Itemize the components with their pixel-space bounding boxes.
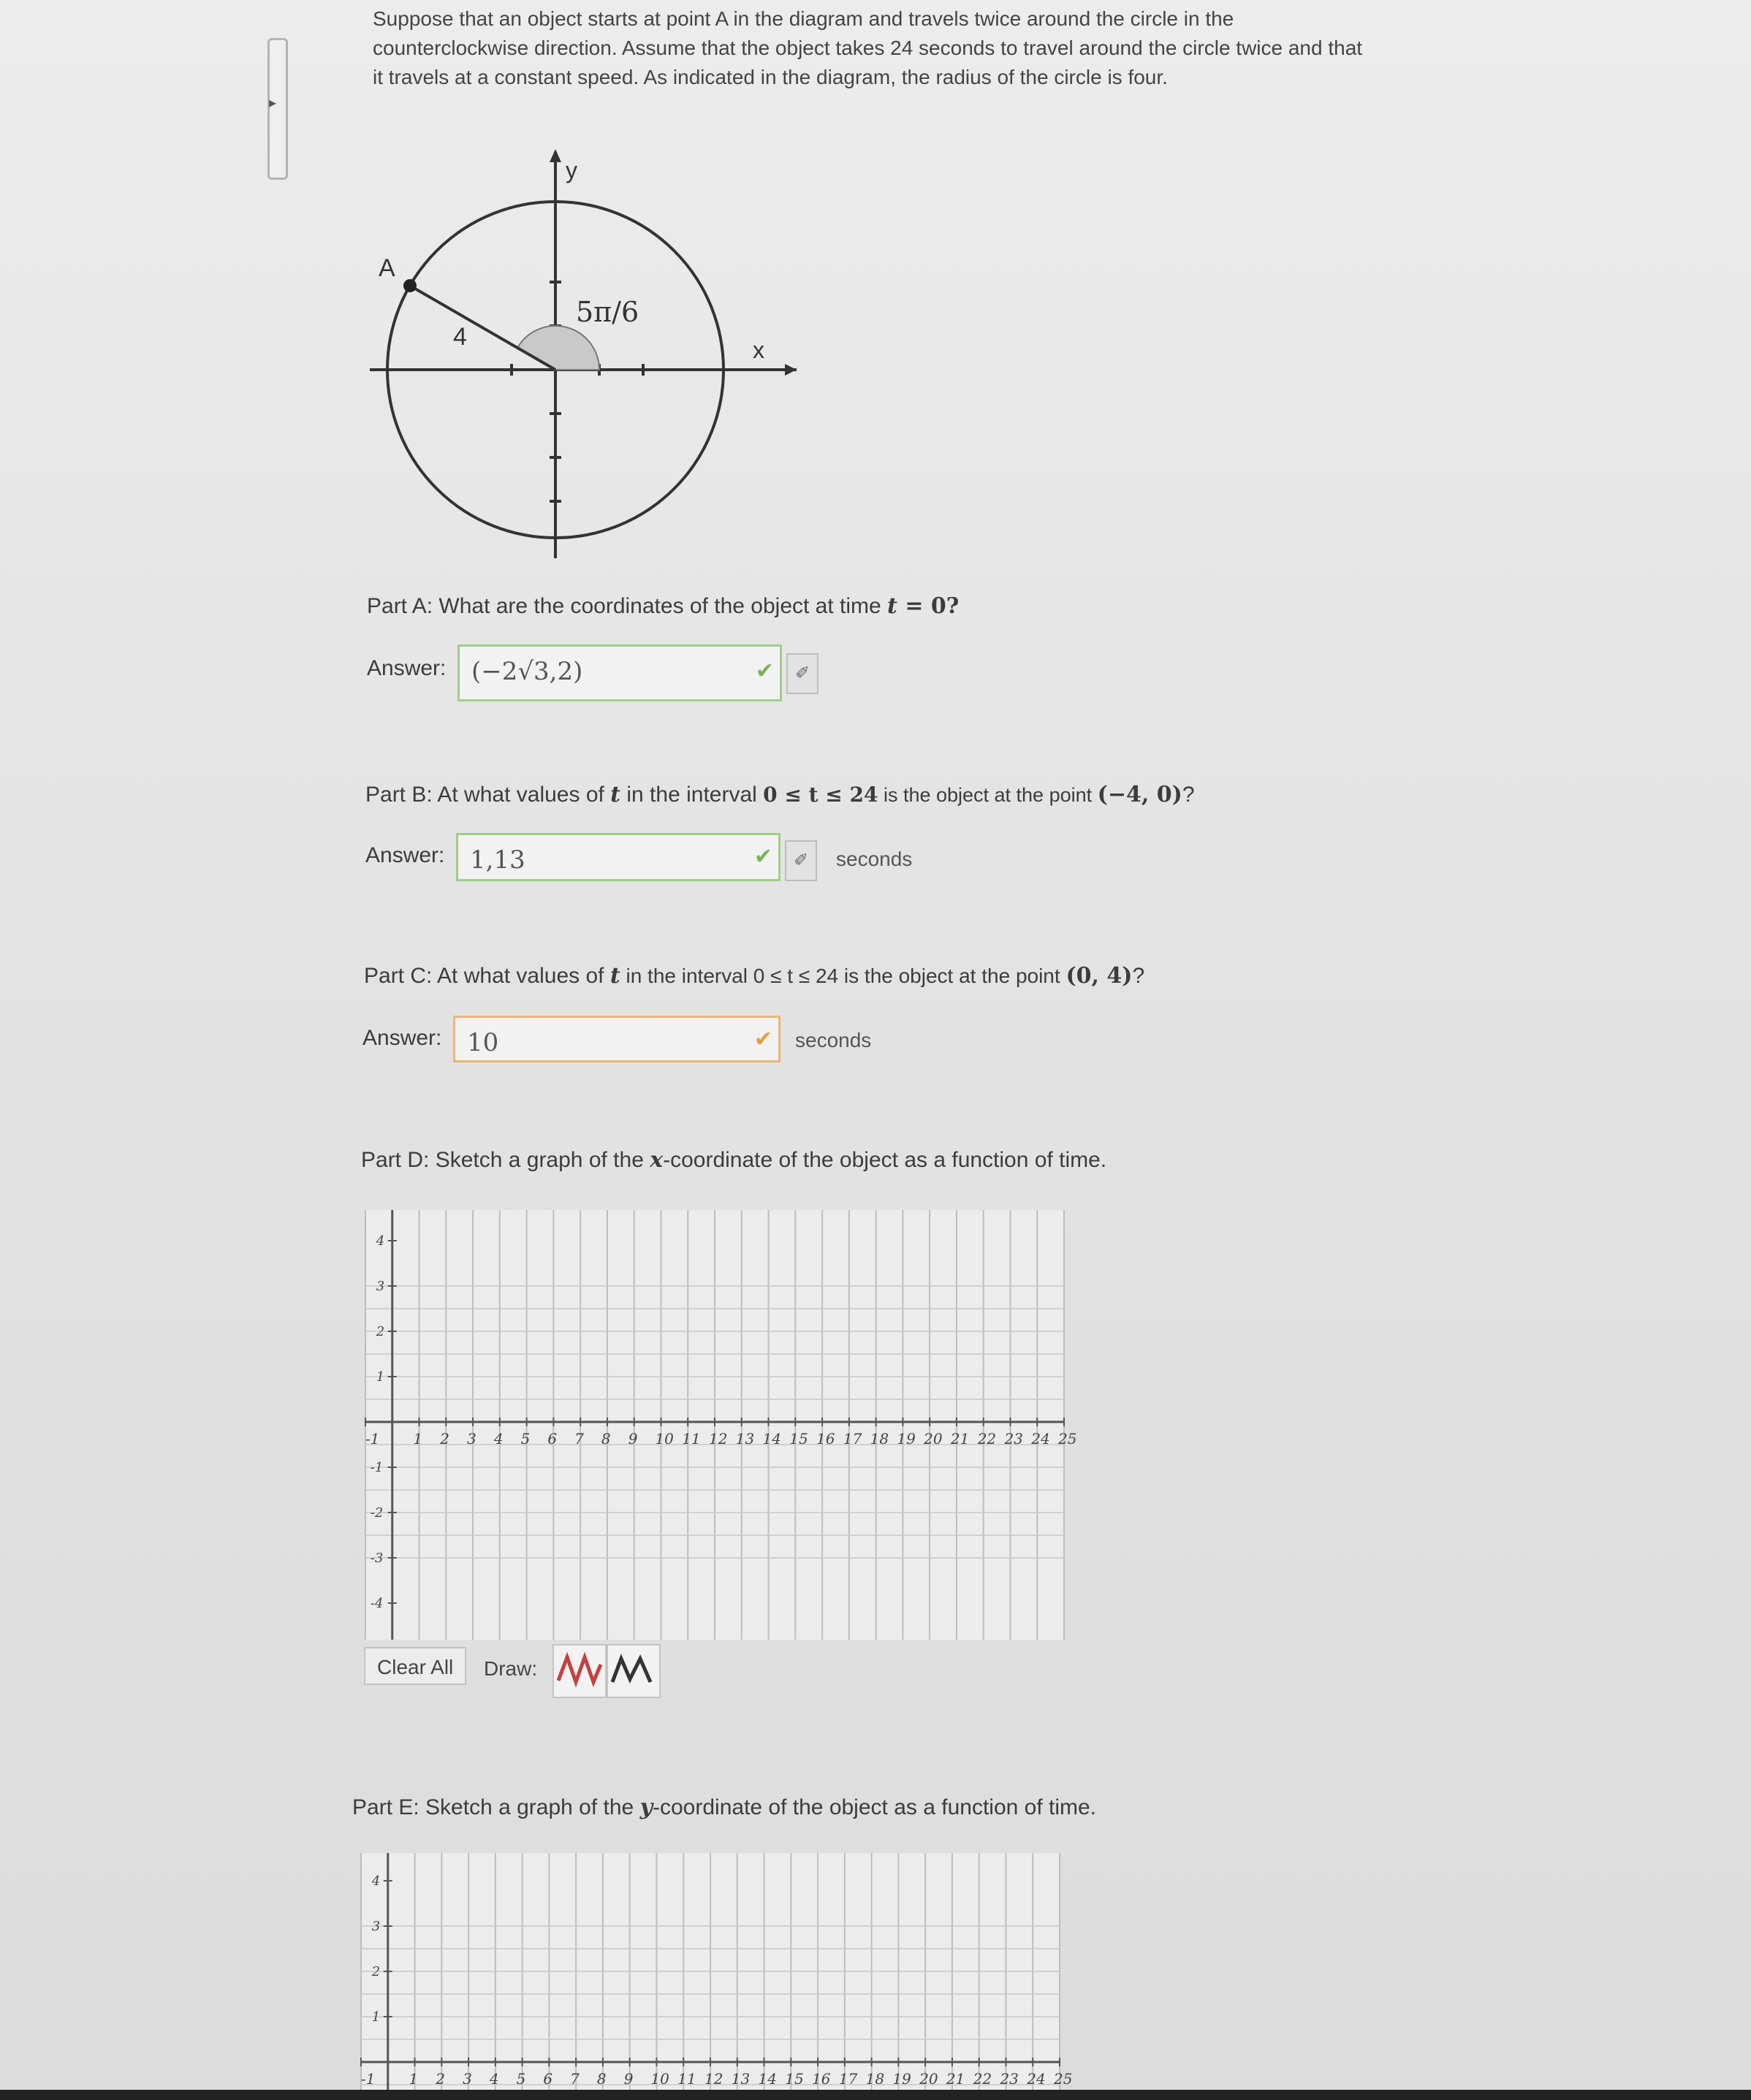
- part-a-answer-input[interactable]: [457, 644, 782, 701]
- check-icon: ✔: [753, 844, 772, 870]
- expand-arrow-icon[interactable]: ▸: [269, 95, 277, 111]
- x-tick-label: -1: [365, 1430, 380, 1447]
- part-d-suffix: -coordinate of the object as a function of time.: [663, 1148, 1107, 1172]
- part-c-answer-input[interactable]: [453, 1016, 780, 1062]
- x-tick-label: 16: [812, 2070, 831, 2088]
- taskbar: [0, 2090, 1751, 2100]
- x-axis-label: x: [753, 337, 764, 363]
- x-tick-label: 8: [596, 2070, 607, 2088]
- part-a-answer-label: Answer:: [367, 656, 447, 680]
- part-d-var: x: [650, 1147, 664, 1173]
- x-tick-label: 1: [413, 1430, 423, 1447]
- problem-statement: Suppose that an object starts at point A in the diagram and travels twice around the circle in the counterclockwise direction. Assume that the object takes 24 seconds to travel around the circle twice and that it travels at a constant speed. As indicated in the diagram, the radius of the circle is four.: [373, 7, 1363, 88]
- x-tick-label: 3: [463, 2070, 472, 2088]
- part-a-var: t: [887, 593, 897, 619]
- x-tick-label: 2: [440, 1430, 450, 1447]
- y-tick-label: -2: [370, 1505, 384, 1521]
- x-tick-label: 15: [785, 2070, 804, 2088]
- x-tick-label: 19: [892, 2070, 911, 2088]
- x-tick-label: 7: [574, 1430, 584, 1447]
- x-tick-label: 21: [950, 1430, 970, 1447]
- part-d-text: Part D: Sketch a graph of the: [361, 1148, 650, 1172]
- part-b-answer-label: Answer:: [365, 843, 445, 867]
- y-axis-label: y: [566, 157, 577, 183]
- part-c-suffix: ?: [1132, 964, 1145, 988]
- x-tick-label: 23: [1004, 1430, 1023, 1447]
- part-c-question: [364, 963, 1144, 989]
- x-tick-label: 21: [946, 2070, 965, 2088]
- x-tick-label: 13: [735, 1430, 755, 1447]
- x-tick-label: 2: [436, 2070, 446, 2088]
- x-tick-label: 25: [1058, 1430, 1077, 1447]
- x-tick-label: 18: [870, 1430, 889, 1447]
- x-tick-label: 5: [520, 1430, 531, 1447]
- x-tick-label: -1: [361, 2070, 376, 2088]
- x-tick-label: 3: [467, 1430, 476, 1447]
- pencil-icon: ✐: [794, 663, 810, 683]
- x-tick-label: 17: [843, 1430, 862, 1447]
- part-b-edit-button[interactable]: [785, 840, 817, 881]
- y-tick-label: 4: [376, 1233, 385, 1249]
- part-c-middle: in the interval 0 ≤ t ≤ 24 is the object at the point: [620, 965, 1066, 987]
- x-tick-label: 1: [409, 2070, 419, 2088]
- part-b-unit: seconds: [836, 848, 913, 870]
- point-a-dot: [403, 279, 417, 292]
- x-tick-label: 9: [623, 2070, 634, 2088]
- x-tick-label: 20: [924, 1430, 943, 1447]
- x-tick-label: 9: [628, 1430, 638, 1447]
- part-b-suffix: ?: [1182, 783, 1195, 807]
- y-tick-label: 4: [371, 1873, 381, 1889]
- part-c-text: Part C: At what values of: [364, 964, 610, 988]
- x-tick-label: 13: [731, 2070, 751, 2088]
- x-tick-label: 7: [570, 2070, 580, 2088]
- x-tick-label: 24: [1027, 2070, 1046, 2088]
- x-tick-label: 11: [682, 1430, 701, 1447]
- y-axis-arrow-icon: [550, 149, 561, 162]
- y-tick-label: 3: [376, 1279, 385, 1294]
- x-coordinate-graph[interactable]: [355, 1206, 1077, 1644]
- part-b-middle2: is the object at the point: [878, 784, 1098, 806]
- part-b-interval: 0 ≤ t ≤ 24: [763, 783, 878, 807]
- x-tick-label: 4: [489, 2070, 499, 2088]
- y-tick-label: -1: [370, 1460, 384, 1475]
- y-tick-label: -3: [370, 1551, 384, 1566]
- pencil-icon: ✐: [793, 851, 809, 870]
- x-tick-label: 18: [865, 2070, 885, 2088]
- part-b-middle: in the interval: [620, 783, 764, 807]
- part-e-text: Part E: Sketch a graph of the: [352, 1795, 640, 1819]
- x-tick-label: 4: [493, 1430, 504, 1447]
- radius-label: 4: [453, 323, 467, 351]
- circle-diagram: [358, 139, 811, 563]
- point-a-label: A: [379, 254, 395, 282]
- y-tick-label: 3: [371, 1919, 381, 1934]
- x-tick-label: 23: [1000, 2070, 1019, 2088]
- x-tick-label: 20: [919, 2070, 938, 2088]
- x-tick-label: 25: [1054, 2070, 1073, 2088]
- part-c-answer-value: 10: [467, 1028, 499, 1057]
- part-b-answer-value: 1,13: [470, 845, 525, 875]
- x-tick-label: 12: [704, 2070, 723, 2088]
- radius-line: [410, 286, 555, 370]
- part-c-var: t: [609, 963, 620, 989]
- y-tick-label: 2: [376, 1324, 385, 1339]
- x-tick-label: 10: [655, 1430, 674, 1447]
- part-a-question: [367, 593, 959, 619]
- x-tick-label: 15: [789, 1430, 808, 1447]
- part-b-question: [365, 782, 1195, 807]
- x-tick-label: 14: [762, 1430, 781, 1447]
- check-icon: ✔: [753, 1027, 772, 1052]
- part-a-text: Part A: What are the coordinates of the object at time: [367, 594, 888, 618]
- angle-sector: [517, 326, 599, 370]
- x-tick-label: 8: [601, 1430, 611, 1447]
- x-tick-label: 10: [650, 2070, 669, 2088]
- draw-sine-tool[interactable]: [552, 1644, 607, 1698]
- x-tick-label: 14: [758, 2070, 777, 2088]
- part-e-question: [352, 1795, 1096, 1820]
- angle-label: 5π/6: [576, 296, 639, 328]
- part-b-point: (−4, 0): [1097, 782, 1182, 807]
- x-tick-label: 17: [838, 2070, 858, 2088]
- part-e-suffix: -coordinate of the object as a function of time.: [653, 1795, 1097, 1819]
- x-tick-label: 12: [709, 1430, 728, 1447]
- part-a-answer-value: (−2√3,2): [471, 657, 583, 686]
- sine-wave-icon: [554, 1646, 605, 1697]
- x-tick-label: 5: [516, 2070, 526, 2088]
- part-b-text: Part B: At what values of: [365, 783, 611, 807]
- part-c-unit: seconds: [795, 1029, 872, 1051]
- x-tick-label: 22: [977, 1430, 997, 1447]
- y-tick-label: -4: [370, 1596, 384, 1611]
- part-e-var: y: [639, 1795, 653, 1820]
- x-tick-label: 19: [897, 1430, 916, 1447]
- part-a-edit-button[interactable]: [786, 653, 818, 694]
- y-coordinate-graph[interactable]: [351, 1849, 1073, 2097]
- y-tick-label: 2: [371, 1964, 381, 1979]
- part-a-suffix: = 0?: [897, 593, 960, 619]
- x-tick-label: 24: [1031, 1430, 1050, 1447]
- x-axis-arrow-icon: [785, 364, 797, 376]
- draw-cosine-tool[interactable]: [607, 1644, 661, 1698]
- draw-label: Draw:: [484, 1657, 538, 1680]
- cosine-wave-icon: [608, 1646, 659, 1697]
- check-icon: ✔: [755, 658, 774, 684]
- x-tick-label: 22: [973, 2070, 992, 2088]
- y-tick-label: 1: [376, 1369, 385, 1385]
- x-tick-label: 6: [543, 2070, 553, 2088]
- part-c-answer-label: Answer:: [362, 1026, 442, 1050]
- x-tick-label: 11: [677, 2070, 696, 2088]
- clear-all-button[interactable]: Clear All: [364, 1647, 466, 1685]
- x-tick-label: 16: [816, 1430, 835, 1447]
- part-b-var: t: [610, 782, 621, 807]
- part-c-point: (0, 4): [1066, 963, 1133, 989]
- y-tick-label: 1: [371, 2009, 381, 2025]
- part-d-question: [361, 1147, 1106, 1173]
- part-b-answer-input[interactable]: [456, 833, 780, 881]
- x-tick-label: 6: [547, 1430, 558, 1447]
